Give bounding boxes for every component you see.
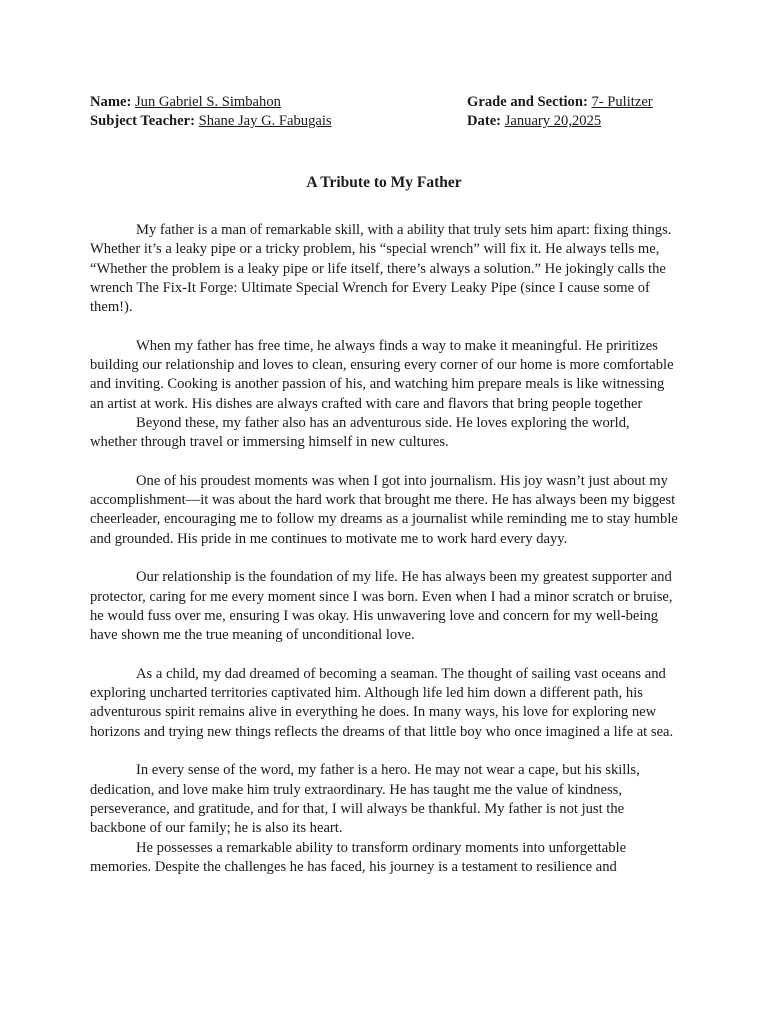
paragraph-5: Our relationship is the foundation of my life. He has always been my greatest supporter and protector, caring for me every moment since I was born. Even when I had a minor scratch or bruise, he would fuss over me, ensuring I was okay. His unwavering love and concern for my well-being have shown me the true meaning of unconditional love.	[90, 569, 673, 644]
date-line	[467, 112, 601, 131]
grade-line	[467, 93, 653, 112]
grade-value: 7- Pulitzer	[591, 94, 653, 110]
paragraph-2: When my father has free time, he always finds a way to make it meaningful. He priritizes building our relationship and loves to clean, ensuring every corner of our home is more comfortable and inviting. Cooking is another passion of his, and watching him prepare meals is like witnessing an artist at work. His dishes are always crafted with care and flavors that bring people together	[90, 337, 674, 412]
paragraph-6: As a child, my dad dreamed of becoming a seaman. The thought of sailing vast oceans and exploring uncharted territories captivated him. Although life led him down a different path, his adventurous spirit remains alive in everything he does. In many ways, his love for exploring new horizons and trying new things reflects the dreams of that little boy who once imagined a life at sea.	[90, 665, 674, 740]
name-line	[90, 93, 281, 112]
teacher-value: Shane Jay G. Fabugais	[198, 113, 332, 129]
paragraph-3: Beyond these, my father also has an adventurous side. He loves exploring the world, whether through travel or immersing himself in new cultures.	[90, 414, 630, 451]
paragraph-7: In every sense of the word, my father is a hero. He may not wear a cape, but his skills, dedication, and love make him truly extraordinary. He has taught me the value of kindness, perseverance, and gratitude, and for that, I will always be thankful. My father is not just the backbone of our family; he is also its heart.	[90, 762, 640, 837]
teacher-line	[90, 112, 332, 131]
name-label: Name:	[90, 94, 132, 110]
date-label: Date:	[467, 113, 502, 129]
essay-body	[90, 221, 678, 877]
paragraph-4: One of his proudest moments was when I got into journalism. His joy wasn’t just about my accomplishment—it was about the hard work that brought me there. He has always been my biggest cheerleader, encouraging me to follow my dreams as a journalist while reminding me to stay humble and grounded. His pride in me continues to motivate me to work hard every dayy.	[90, 472, 678, 547]
grade-label: Grade and Section:	[467, 94, 588, 110]
paragraph-1: My father is a man of remarkable skill, with a ability that truly sets him apart: fixing things. Whether it’s a leaky pipe or a tricky problem, his “special wrench” will fix it. He always tells me, “Whether the problem is a leaky pipe or life itself, there’s always a solution.” He jokingly calls the wrench The Fix-It Forge: Ultimate Special Wrench for Every Leaky Pipe (since I cause some of them!).	[90, 222, 672, 316]
essay-title: A Tribute to My Father	[306, 174, 462, 191]
paragraph-8: He possesses a remarkable ability to transform ordinary moments into unforgettable memories. Despite the challenges he has faced, his journey is a testament to resilience and	[90, 839, 627, 875]
name-value: Jun Gabriel S. Simbahon	[135, 94, 281, 110]
teacher-label: Subject Teacher:	[90, 113, 195, 129]
date-value: January 20,2025	[504, 113, 602, 129]
